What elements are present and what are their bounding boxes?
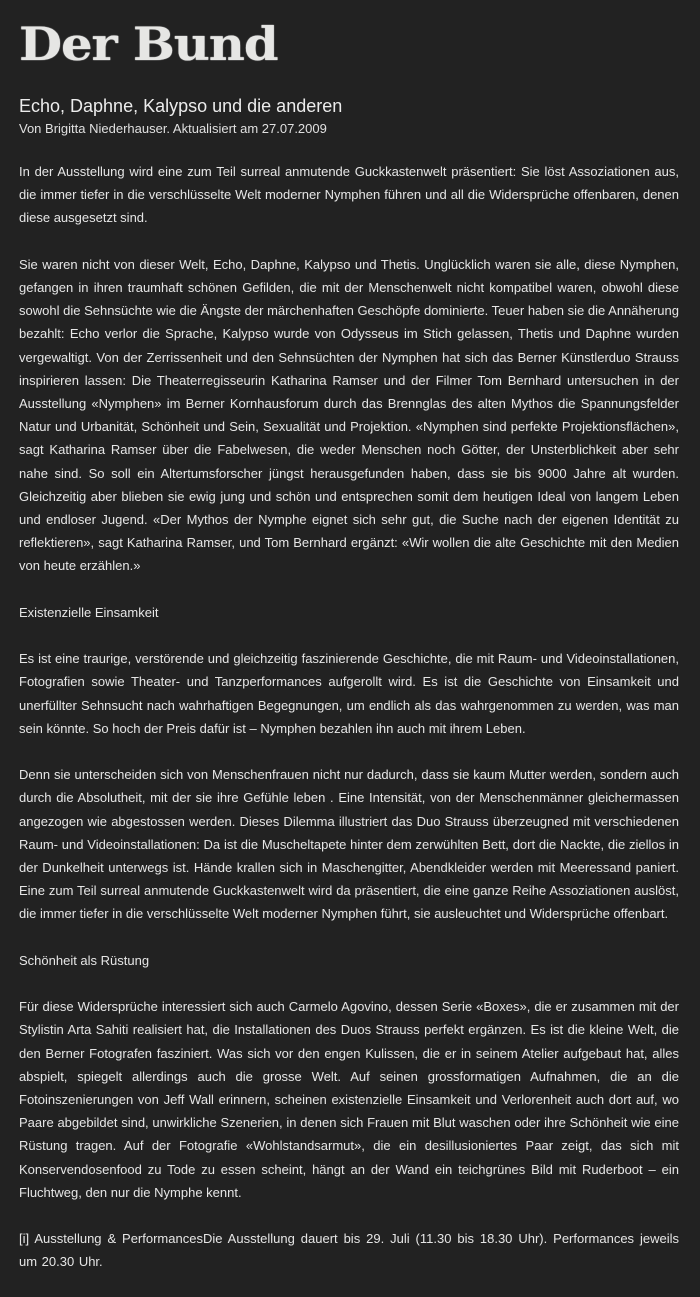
article-body bbox=[19, 160, 679, 1297]
section-subheading: Existenzielle Einsamkeit bbox=[19, 604, 159, 620]
article-paragraph: Es ist eine traurige, verstörende und gleichzeitig faszinierende Geschichte, die mit Raum- und Videoinstallationen, Fotografien sowie Theater- und Tanzperformances aufgerollt wird. Es ist die Geschichte von Einsamkeit und unerfüllter Sehnsucht nach wahrhaftigen Begegnungen, um endlich als das wahrgenommen zu werden, was man sein könnte. So hoch der Preis dafür ist – Nymphen bezahlen ihn auch mit ihrem Leben. bbox=[19, 651, 679, 736]
newspaper-logo[interactable]: Der Bund bbox=[19, 17, 278, 71]
article-byline: Von Brigitta Niederhauser. Aktualisiert am 27.07.2009 bbox=[19, 121, 327, 136]
article-paragraph: Sie waren nicht von dieser Welt, Echo, Daphne, Kalypso und Thetis. Unglücklich waren sie alle, diese Nymphen, gefangen in ihren traumhaft schönen Gefilden, die mit der Menschenwelt nicht kompatibel waren, obwohl diese sowohl die Sehnsüchte wie die Ängste der märchenhaften Geschöpfe dominierte. Teuer haben sie die Annäherung bezahlt: Echo verlor die Sprache, Kalypso wurde von Odysseus im Stich gelassen, Thetis und Daphne wurden vergewaltigt. Von der Zerrissenheit und den Sehnsüchten der Nymphen hat sich das Berner Künstlerduo Strauss inspirieren lassen: Die Theaterregisseurin Katharina Ramser und der Filmer Tom Bernhard untersuchen in der Ausstellung «Nymphen» im Berner Kornhausforum durch das Brennglas des alten Mythos die Spannungsfelder Natur und Urbanität, Schönheit und Sein, Sexualität und Projektion. «Nymphen sind perfekte Projektionsflächen», sagt Katharina Ramser über die Fabelwesen, die weder Menschen noch Götter, der Unsterblichkeit aber sehr nahe sind. So soll ein Altertumsforscher jüngst herausgefunden haben, dass sie bis 9000 Jahre alt wurden. Gleichzeitig aber blieben sie ewig jung und schön und entsprechen somit dem heutigen Ideal von langem Leben und endloser Jugend. «Der Mythos der Nymphe eignet sich sehr gut, die Suche nach der eigenen Identität zu reflektieren», sagt Katharina Ramser, und Tom Bernhard ergänzt: «Wir wollen die alte Geschichte mit den Medien von heute erzählen.» bbox=[19, 256, 679, 574]
article-title: Echo, Daphne, Kalypso und die anderen bbox=[19, 96, 343, 116]
article-paragraph: Für diese Widersprüche interessiert sich auch Carmelo Agovino, dessen Serie «Boxes», die er zusammen mit der Stylistin Arta Sahiti realisiert hat, die Installationen des Duos Strauss perfekt ergänzen. Es ist die kleine Welt, die den Berner Fotografen fasziniert. Was sich vor den engen Kulissen, die er in seinem Atelier aufgebaut hat, alles abspielt, spiegelt allerdings auch die grosse Welt. Auf seinen grossformatigen Aufnahmen, die an die Fotoinszenierungen von Jeff Wall erinnern, scheinen existenzielle Einsamkeit und Verlorenheit auch dort auf, wo Paare abgebildet sind, unwirkliche Szenerien, in denen sich Frauen mit Blut waschen oder ihre Schönheit wie eine Rüstung tragen. Auf der Fotografie «Wohlstandsarmut», die ein desillusioniertes Paar zeigt, das sich mit Konservendosenfood zu Tode zu essen scheint, hängt an der Wand ein teichgrünes Bild mit Ruderboot – ein Fluchtweg, den nur die Nymphe kennt. bbox=[19, 999, 679, 1200]
article-paragraph: Denn sie unterscheiden sich von Menschenfrauen nicht nur dadurch, dass sie kaum Mutter werden, sondern auch durch die Absolutheit, mit der sie ihre Gefühle leben . Eine Intensität, von der Menschenmänner gleichermassen angezogen wie abgestossen werden. Dieses Dilemma illustriert das Duo Strauss überzeugned mit verschiedenen Raum- und Videoinstallationen: Da ist die Muscheltapete hinter dem zerwühlten Bett, dort die Nackte, die ziellos in der Dunkelheit unterwegs ist. Hände krallen sich in Maschengitter, Abendkleider werden mit Meeressand paniert. Eine zum Teil surreal anmutende Guckkastenwelt wird da präsentiert, die eine ganze Reihe Assoziationen auslöst, die immer tiefer in die verschlüsselte Welt moderner Nymphen führt, sie ausleuchtet und Widersprüche offenbart. bbox=[19, 767, 679, 922]
article-paragraph: In der Ausstellung wird eine zum Teil surreal anmutende Guckkastenwelt präsentiert: Sie löst Assoziationen aus, die immer tiefer in die verschlüsselte Welt moderner Nymphen führen und all die Widersprüche offenbaren, denen diese ausgesetzt sind. bbox=[19, 164, 679, 226]
section-subheading: Schönheit als Rüstung bbox=[19, 952, 150, 968]
info-box: [i] Ausstellung & PerformancesDie Ausstellung dauert bis 29. Juli (11.30 bis 18.30 Uhr). Performances jeweils um 20.30 Uhr. bbox=[19, 1231, 679, 1270]
